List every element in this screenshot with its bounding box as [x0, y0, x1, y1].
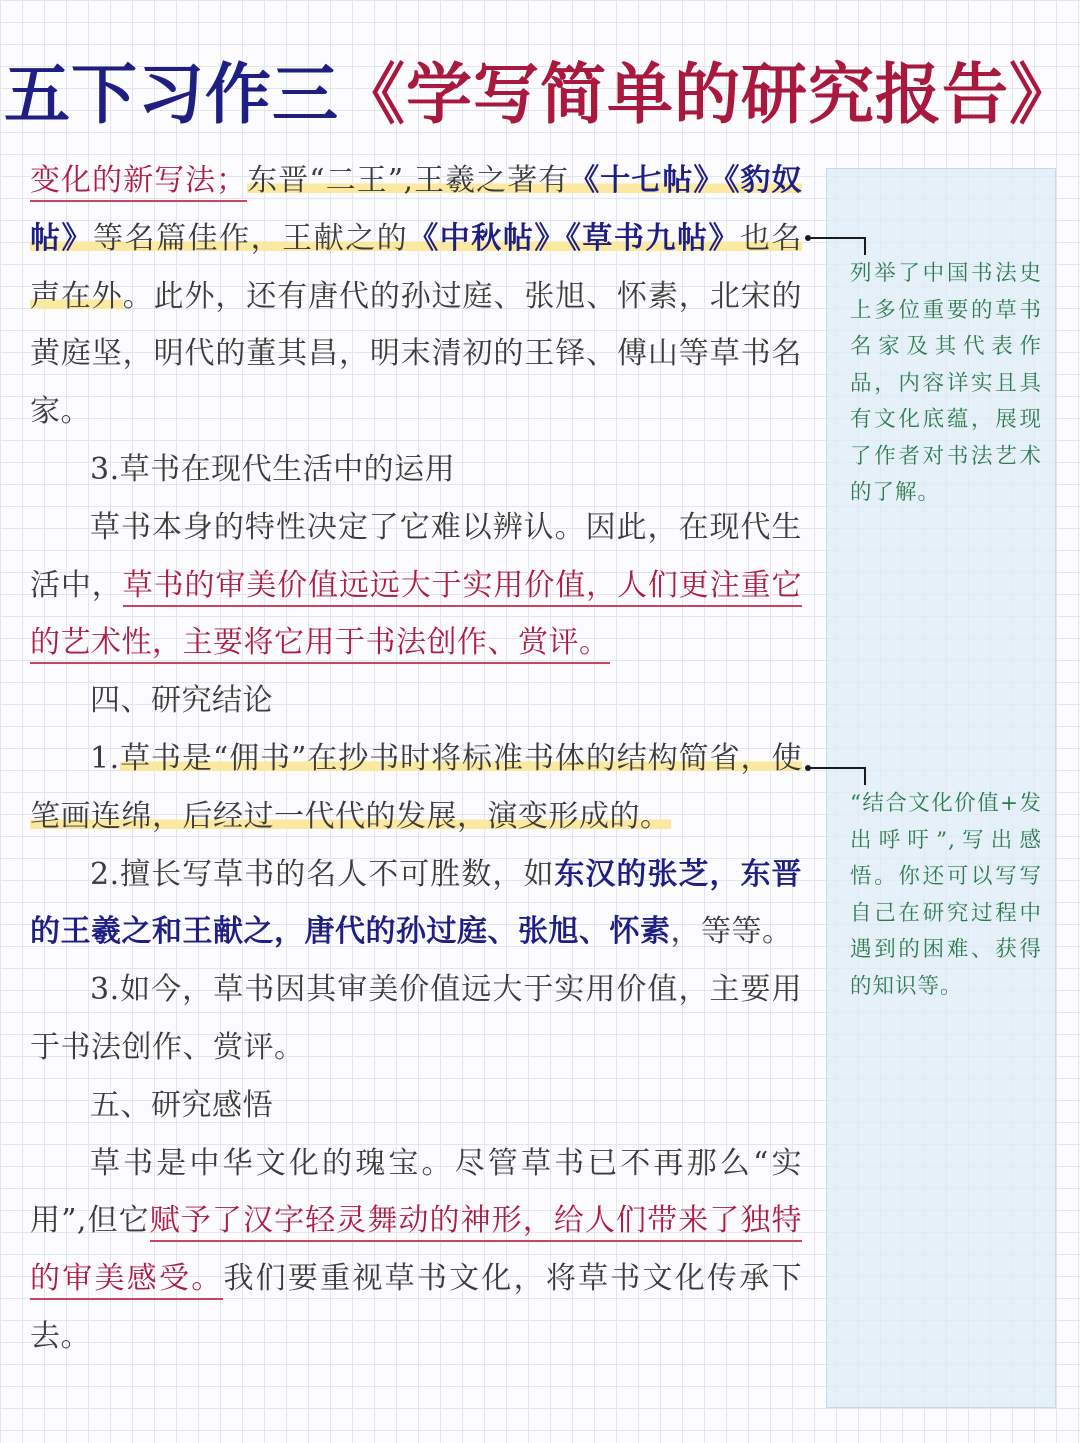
conclusion-item-2 — [30, 846, 802, 962]
highlighted-text: 草书是“佣书”在抄书时将标准书体的结构简省，使笔画连绵，后经过一代代的发展，演变形成的。 — [30, 740, 802, 834]
conclusion-item-3: 3.如今，草书因其审美价值远大于实用价值，主要用于书法创作、赏评。 — [30, 972, 802, 1065]
paragraph-modern-usage — [30, 499, 802, 672]
text-run: 草书本身的特性决定了它难以辨认。因此，在现代生活中， — [30, 509, 802, 603]
underlined-phrase: 变化的新写法； — [30, 163, 247, 202]
section-heading: 3.草书在现代生活中的运用 — [90, 451, 456, 487]
text-run: 我们要重视草书文化，将草书文化传承下去。 — [30, 1261, 803, 1354]
annotation-note: 列举了中国书法史上多位重要的草书名家及其代表作品，内容详实且具有文化底蕴，展现了作者对书法艺术的了解。 — [850, 261, 1042, 505]
connector-line — [810, 767, 866, 769]
work-title: 《中秋帖》《草书九帖》 — [408, 220, 740, 256]
connector-line — [810, 237, 866, 239]
essay-body — [30, 152, 802, 1366]
work-title: 《豹奴帖》 — [30, 163, 802, 256]
underlined-phrase: 草书的审美价值远远大于实用价值，人们更注重它的艺术性，主要将它用于书法创作、赏评。 — [30, 568, 802, 665]
text-run: 草书是中华文化的瑰宝。尽管草书已不再那么“实用”,但它 — [30, 1145, 802, 1239]
text-run: 等名篇佳作，王献之的 — [93, 220, 409, 256]
section-heading: 五、研究感悟 — [90, 1087, 273, 1123]
work-title: 《十七帖》 — [569, 163, 725, 198]
paragraph-insight — [30, 1135, 802, 1366]
connector-line — [864, 767, 866, 785]
section-heading: 四、研究结论 — [90, 683, 273, 719]
text-run: ，等等。 — [670, 914, 793, 950]
conclusion-item-1 — [30, 730, 802, 846]
title-topic: 《学写简单的研究报告》 — [339, 56, 1076, 133]
connector-line — [864, 237, 866, 255]
underlined-phrase: 赋予了汉字轻灵舞动的神形，给人们带来了独特的审美感受。 — [30, 1203, 802, 1300]
text-run: 也名声在外 — [30, 220, 803, 314]
paragraph-cursive-masters — [30, 152, 802, 441]
list-number: 1. — [90, 740, 120, 776]
text-run: 2.擅长写草书的名人不可胜数，如 — [90, 856, 555, 892]
text-run: 东晋“二王”,王羲之著有 — [246, 163, 570, 198]
page-title — [0, 50, 1080, 140]
annotation-note: “结合文化价值+发出呼吁”,写出感悟。你还可以写写自己在研究过程中遇到的困难、获得的知识等。 — [850, 791, 1042, 999]
emphasized-names: 东汉的张芝，东晋的王羲之和王献之，唐代的孙过庭、张旭、怀素 — [30, 856, 803, 950]
text-run: 。此外，还有唐代的孙过庭、张旭、怀素，北宋的黄庭坚，明代的董其昌，明末清初的王铎、傅山等草书名家。 — [30, 278, 802, 430]
title-grade: 五下习作三 — [4, 56, 339, 133]
